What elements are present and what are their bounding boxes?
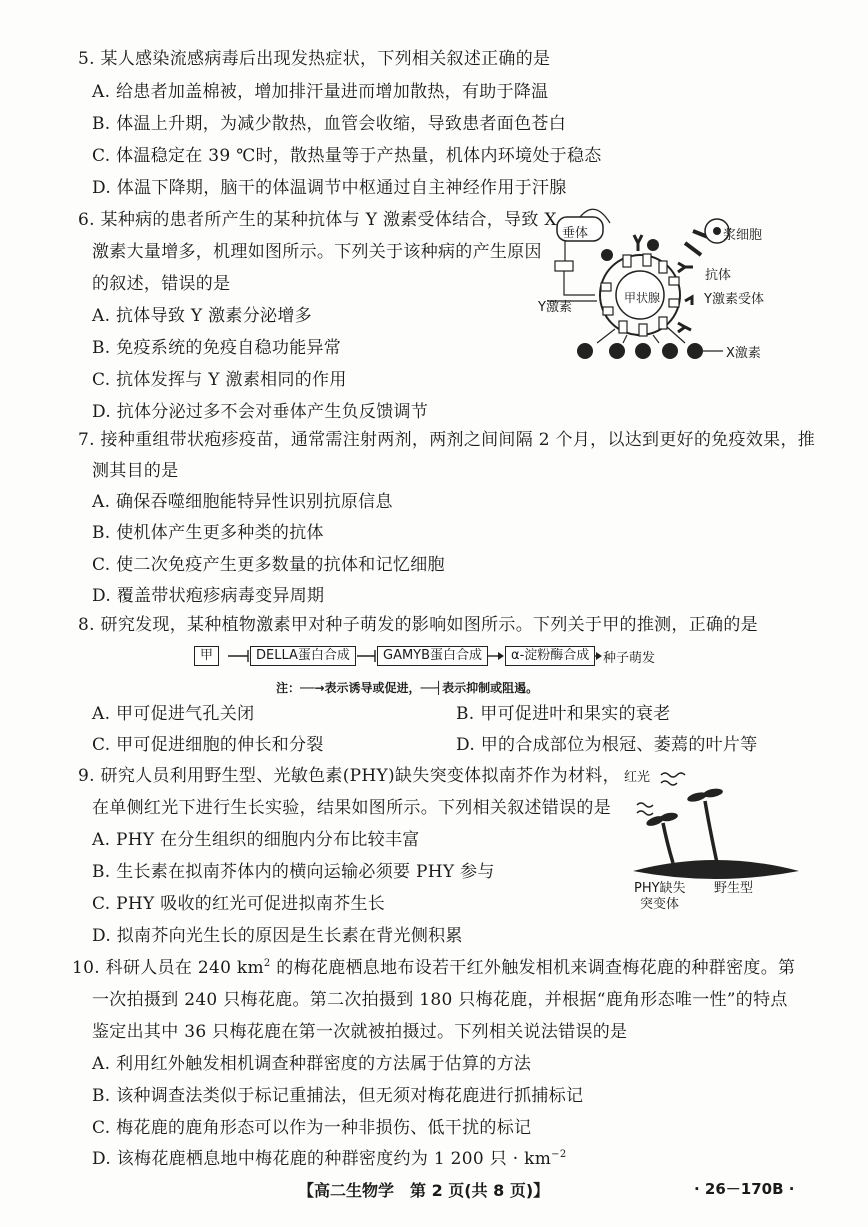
q9-label-red-light: 红光 [624, 770, 651, 785]
q7-option-b: B. 使机体产生更多种类的抗体 [92, 523, 324, 543]
q7-option-c: C. 使二次免疫产生更多数量的抗体和记忆细胞 [92, 555, 445, 575]
q8-option-b: B. 甲可促进叶和果实的衰老 [456, 704, 671, 724]
q9-option-c: C. PHY 吸收的红光可促进拟南芥生长 [92, 894, 386, 914]
q7-stem-line1: 7. 接种重组带状疱疹疫苗，通常需注射两剂，两剂之间间隔 2 个月，以达到更好的免疫效果，推 [78, 430, 816, 450]
q10-option-c: C. 梅花鹿的鹿角形态可以作为一种非损伤、低干扰的标记 [92, 1118, 532, 1138]
q9-label-mutant-line1: PHY缺失 [634, 881, 686, 896]
exam-code: · 26－170B · [694, 1180, 795, 1198]
q5-stem: 5. 某人感染流感病毒后出现发热症状，下列相关叙述正确的是 [78, 49, 551, 69]
q6-option-c: C. 抗体发挥与 Y 激素相同的作用 [92, 370, 347, 390]
q10-option-d: D. 该梅花鹿栖息地中梅花鹿的种群密度约为 1 200 只 · $km^{-2}$ [92, 1149, 567, 1169]
q6-stem-line1: 6. 某种病的患者所产生的某种抗体与 Y 激素受体结合，导致 X [78, 210, 557, 230]
q8-stem: 8. 研究发现，某种植物激素甲对种子萌发的影响如图所示。下列关于甲的推测，正确的是 [78, 615, 758, 635]
q8-box-gamyb: GAMYB蛋白合成 [377, 646, 488, 666]
q5-option-d: D. 体温下降期，脑干的体温调节中枢通过自主神经作用于汗腺 [92, 178, 567, 198]
q8-box-jia: 甲 [194, 646, 219, 666]
q6-option-a: A. 抗体导致 Y 激素分泌增多 [92, 306, 312, 326]
q10-stem-line1: 10. 科研人员在 240 $km^2$ 的梅花鹿栖息地布设若干红外触发相机来调查梅花鹿的种群密度。第 [72, 958, 796, 978]
q9-option-d: D. 拟南芥向光生长的原因是生长素在背光侧积累 [92, 926, 463, 946]
q10-option-b: B. 该种调查法类似于标记重捕法，但无须对梅花鹿进行抓捕标记 [92, 1086, 584, 1106]
q9-stem-line1: 9. 研究人员利用野生型、光敏色素(PHY)缺失突变体拟南芥作为材料， [78, 766, 620, 786]
q10-stem-line2: 一次拍摄到 240 只梅花鹿。第二次拍摄到 180 只梅花鹿，并根据“鹿角形态唯一性”的特点 [92, 990, 788, 1010]
q7-stem-line2: 测其目的是 [92, 461, 179, 481]
q8-note: 注：──→表示诱导或促进，──┤表示抑制或阻遏。 [276, 681, 539, 695]
q10-option-a: A. 利用红外触发相机调查种群密度的方法属于估算的方法 [92, 1054, 532, 1074]
q10-stem-line3: 鉴定出其中 36 只梅花鹿在第一次就被拍摄过。下列相关说法错误的是 [92, 1022, 628, 1042]
q9-option-b: B. 生长素在拟南芥体内的横向运输必须要 PHY 参与 [92, 862, 495, 882]
q9-label-wild-type: 野生型 [714, 881, 754, 896]
q7-option-a: A. 确保吞噬细胞能特异性识别抗原信息 [92, 492, 393, 512]
q6-label-pituitary: 垂体 [562, 226, 589, 241]
q7-option-d: D. 覆盖带状疱疹病毒变异周期 [92, 586, 325, 606]
q6-stem-line2: 激素大量增多，机理如图所示。下列关于该种病的产生原因 [92, 242, 542, 262]
q6-option-b: B. 免疫系统的免疫自稳功能异常 [92, 338, 342, 358]
q8-option-c: C. 甲可促进细胞的伸长和分裂 [92, 735, 324, 755]
q8-box-della: DELLA蛋白合成 [250, 646, 356, 666]
q6-label-x-hormone: X激素 [726, 346, 761, 361]
q6-stem-line3: 的叙述，错误的是 [92, 274, 231, 294]
page-footer: 【高二生物学 第 2 页(共 8 页)】 [298, 1181, 550, 1200]
q6-label-y-hormone: Y激素 [538, 300, 572, 315]
q6-label-plasma-cell: 浆细胞 [723, 228, 763, 243]
q8-option-a: A. 甲可促进气孔关闭 [92, 704, 255, 724]
q5-option-a: A. 给患者加盖棉被，增加排汗量进而增加散热，有助于降温 [92, 82, 549, 102]
q5-option-c: C. 体温稳定在 39 ℃时，散热量等于产热量，机体内环境处于稳态 [92, 146, 602, 166]
q9-option-a: A. PHY 在分生组织的细胞内分布比较丰富 [92, 830, 420, 850]
q8-option-d: D. 甲的合成部位为根冠、萎蔫的叶片等 [456, 735, 758, 755]
q5-option-b: B. 体温上升期，为减少散热，血管会收缩，导致患者面色苍白 [92, 114, 566, 134]
q6-label-y-receptor: Y激素受体 [704, 292, 764, 307]
q6-label-antibody: 抗体 [705, 268, 732, 283]
q9-label-mutant-line2: 突变体 [640, 897, 680, 912]
q6-label-thyroid: 甲状腺 [624, 291, 661, 305]
q9-stem-line2: 在单侧红光下进行生长实验，结果如图所示。下列相关叙述错误的是 [92, 798, 611, 818]
q6-option-d: D. 抗体分泌过多不会对垂体产生负反馈调节 [92, 402, 429, 422]
q8-germination: 种子萌发 [603, 651, 656, 666]
q8-box-amylase: α-淀粉酶合成 [505, 646, 595, 666]
